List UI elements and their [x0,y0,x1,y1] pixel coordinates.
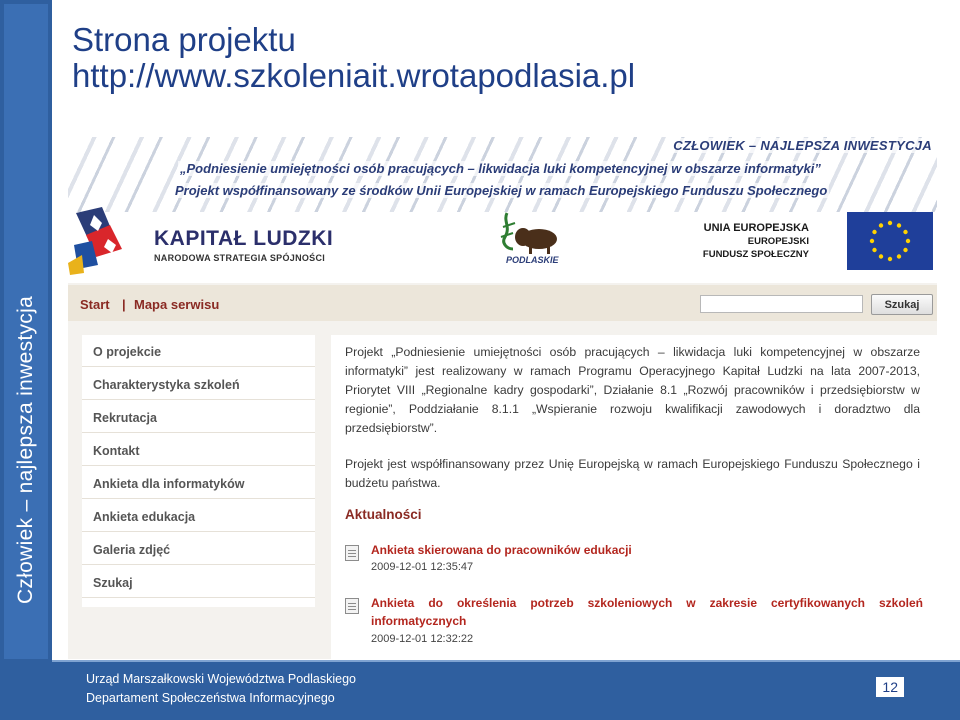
document-icon [345,598,359,614]
menu-item-rekrutacja[interactable] [82,401,315,433]
nav-separator: | [122,297,126,312]
slide-title-url: http://www.szkoleniait.wrotapodlasia.pl [72,57,636,94]
search-input[interactable] [700,295,863,313]
menu-item-label: Szukaj [93,576,133,590]
news-date: 2009-12-01 12:35:47 [371,561,474,573]
banner-cofinancing: Projekt współfinansowany ze środków Unii Europejskiej w ramach Europejskiego Funduszu Społecznego [175,183,828,198]
kapital-ludzki-subtitle: NARODOWA STRATEGIA SPÓJNOŚCI [154,253,326,263]
project-description: Projekt „Podniesienie umiejętności osób pracujących – likwidacja luki kompetencyjnej w obszarze informatyki” jest realizowany w ramach Programu Operacyjnego Kapitał Ludzki na lata 2007-2013, Priorytet VIII „Regionalne kadry gospodarki”, Działanie 8.1 „Rozwój pracowników i przedsiębiorstw w regionie”, Poddziałanie 8.1.1 „Wspieranie rozwoju kwalifikacji zawodowych i doradztwo dla przedsiębiorstw”. [345,345,920,435]
main-content [331,335,937,659]
menu-item-ankieta-informatykow[interactable] [82,467,315,499]
nav-sitemap-link[interactable]: Mapa serwisu [134,297,220,312]
slide-title [72,22,635,94]
podlaskie-label: PODLASKIE [506,255,559,265]
footer-line2: Departament Społeczeństwa Informacyjnego [86,691,335,705]
side-slogan: Człowiek – najlepsza inwestycja [14,295,37,605]
menu-item-label: Ankieta edukacja [93,510,196,524]
menu-item-label: O projekcie [93,345,162,359]
ue-fund-line1: EUROPEJSKI [747,236,809,247]
slide-title-line1: Strona projektu [72,21,296,58]
footer-text [86,670,356,708]
footer-divider [52,660,960,662]
menu-item-label: Galeria zdjęć [93,543,171,557]
news-link[interactable]: Ankieta do określenia potrzeb szkoleniowych w zakresie certyfikowanych szkoleń informatycznych [371,596,923,628]
eu-flag-icon [847,212,933,270]
ue-title: UNIA EUROPEJSKA [703,222,809,234]
banner-motto: CZŁOWIEK – NAJLEPSZA INWESTYCJA [670,138,935,153]
footer-line1: Urząd Marszałkowski Województwa Podlaskiego [86,672,357,686]
ue-fund-line2: FUNDUSZ SPOŁECZNY [702,249,809,260]
side-bar [0,0,52,720]
search-button[interactable]: Szukaj [871,294,933,315]
menu-item-label: Charakterystyka szkoleń [93,378,240,392]
menu-item-galeria-zdjec[interactable] [82,533,315,565]
menu-item-label: Ankieta dla informatyków [93,477,245,491]
side-menu [82,335,315,607]
nav-start-link[interactable]: Start [80,297,110,312]
menu-item-charakterystyka-szkolen[interactable] [82,368,315,400]
slide-footer [52,660,960,720]
menu-item-o-projekcie[interactable] [82,335,315,367]
news-heading: Aktualności [345,507,422,522]
site-banner [68,137,937,283]
news-date: 2009-12-01 12:32:22 [371,633,474,645]
menu-item-label: Rekrutacja [93,411,157,425]
menu-item-label: Kontakt [93,444,140,458]
menu-item-ankieta-edukacja[interactable] [82,500,315,532]
kapital-ludzki-title: KAPITAŁ LUDZKI [154,227,334,250]
banner-project-title: „Podniesienie umiejętności osób pracujących – likwidacja luki kompetencyjnej w obszarze informatyki” [180,161,821,176]
news-link[interactable]: Ankieta skierowana do pracowników edukacji [371,543,632,557]
page-number: 12 [876,677,904,697]
document-icon [345,545,359,561]
website-screenshot [68,137,937,659]
menu-item-szukaj[interactable] [82,566,315,598]
menu-item-kontakt[interactable] [82,434,315,466]
cofinancing-note: Projekt jest współfinansowany przez Unię Europejską w ramach Europejskiego Funduszu Społecznego i budżetu państwa. [345,457,920,490]
